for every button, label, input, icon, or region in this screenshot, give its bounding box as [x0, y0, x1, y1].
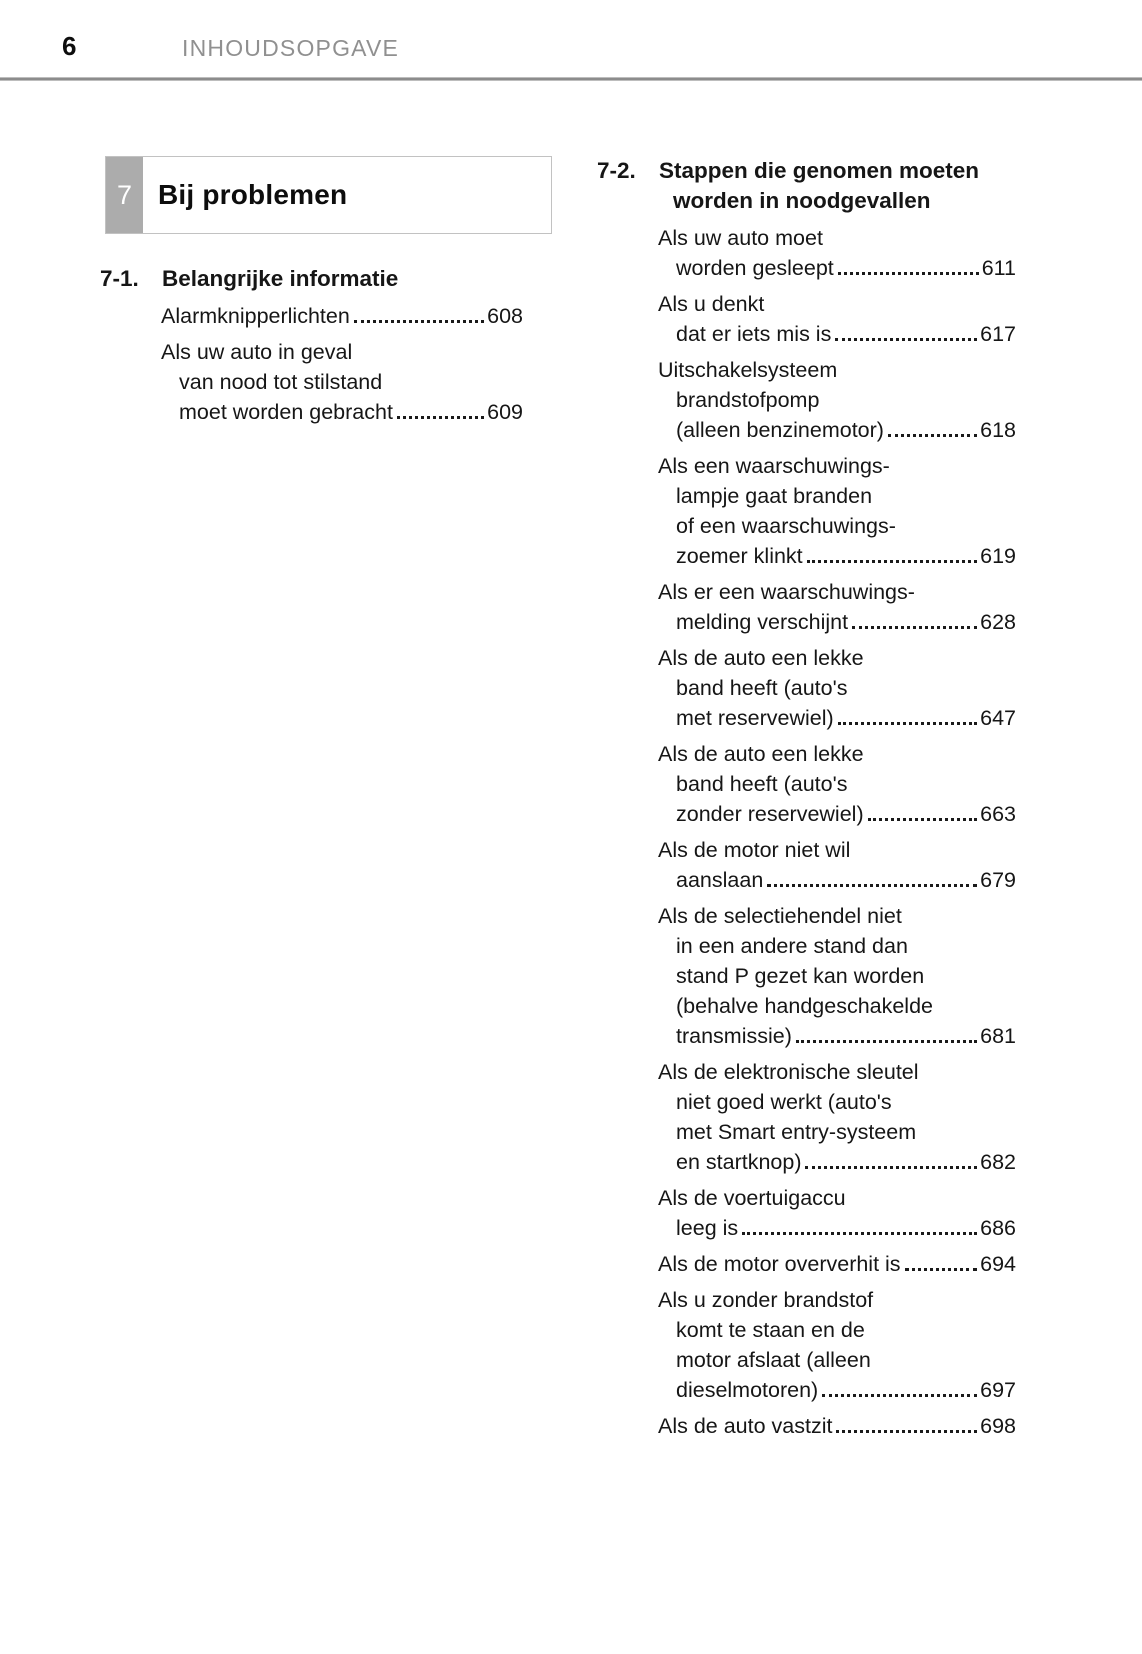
page-ref: 618	[980, 418, 1016, 442]
toc-entry	[658, 1285, 1016, 1405]
entry-text: moet worden gebracht	[179, 400, 393, 424]
dot-leader	[805, 1166, 977, 1169]
toc-entry-line: Als een waarschuwings-	[658, 454, 890, 478]
toc-entry-line	[658, 1375, 1016, 1405]
page-ref: 628	[980, 610, 1016, 634]
page-ref: 647	[980, 706, 1016, 730]
toc-entry-line: Als de selectiehendel niet	[658, 904, 902, 928]
toc-entry-line	[658, 541, 1016, 571]
toc-entry-line: Als de auto een lekke	[658, 742, 864, 766]
toc-entry	[161, 301, 523, 331]
toc-entry-line	[658, 319, 1016, 349]
toc-entry	[658, 355, 1016, 445]
chapter-banner	[105, 156, 552, 234]
entry-text: en startknop)	[676, 1150, 802, 1174]
toc-entry-line: in een andere stand dan	[676, 934, 908, 958]
toc-entry-line: Als de voertuigaccu	[658, 1186, 846, 1210]
entry-text: Alarmknipperlichten	[161, 304, 350, 328]
toc-entry-line	[161, 397, 523, 427]
page-ref: 663	[980, 802, 1016, 826]
toc-entry-line: Als de elektronische sleutel	[658, 1060, 919, 1084]
entry-text: dieselmotoren)	[676, 1378, 819, 1402]
toc-entry-line	[658, 607, 1016, 637]
entry-text: zoemer klinkt	[676, 544, 803, 568]
page-ref: 609	[487, 400, 523, 424]
section-title-line: Belangrijke informatie	[162, 266, 399, 291]
toc-entry-line	[161, 301, 523, 331]
dot-leader	[868, 818, 978, 821]
chapter-number-tab: 7	[106, 157, 143, 233]
page-number: 6	[62, 31, 77, 61]
entry-text: zonder reservewiel)	[676, 802, 864, 826]
section-heading	[597, 156, 1016, 216]
toc-entry-line: niet goed werkt (auto's	[676, 1090, 892, 1114]
toc-entry	[658, 577, 1016, 637]
toc-entry-line: met Smart entry-systeem	[676, 1120, 917, 1144]
page-ref: 698	[980, 1414, 1016, 1438]
dot-leader	[836, 1430, 977, 1433]
toc-entry-line: komt te staan en de	[676, 1318, 865, 1342]
toc-entry-line: brandstofpomp	[676, 388, 820, 412]
toc-column-left	[100, 156, 523, 1447]
dot-leader	[742, 1232, 977, 1235]
toc-entry-line	[658, 1021, 1016, 1051]
dot-leader	[354, 320, 484, 323]
entry-text: transmissie)	[676, 1024, 792, 1048]
page-ref: 679	[980, 868, 1016, 892]
section-number: 7-1.	[100, 266, 139, 291]
entry-text: leeg is	[676, 1216, 739, 1240]
toc-section-71	[100, 264, 523, 427]
toc-entry-line: Uitschakelsysteem	[658, 358, 838, 382]
dot-leader	[835, 338, 977, 341]
page-ref: 619	[980, 544, 1016, 568]
toc-entry-line	[658, 799, 1016, 829]
section-title-line: worden in noodgevallen	[673, 188, 931, 213]
section-title	[659, 156, 1016, 216]
toc-entry	[658, 739, 1016, 829]
page-ref: 611	[981, 256, 1016, 280]
dot-leader	[838, 272, 979, 275]
dot-leader	[822, 1394, 977, 1397]
page-ref: 682	[980, 1150, 1016, 1174]
toc-entry	[658, 1183, 1016, 1243]
page-ref: 697	[980, 1378, 1016, 1402]
section-entries	[100, 301, 523, 427]
toc-entry-line: motor afslaat (alleen	[676, 1348, 871, 1372]
toc-entry	[658, 223, 1016, 283]
toc-entry-line: Als u denkt	[658, 292, 765, 316]
entry-text: Als de motor oververhit is	[658, 1252, 901, 1276]
toc-entry-line: Als uw auto moet	[658, 226, 823, 250]
toc-entry	[658, 451, 1016, 571]
dot-leader	[767, 884, 977, 887]
toc-entry	[658, 1411, 1016, 1441]
entry-text: Als de auto vastzit	[658, 1414, 833, 1438]
page-ref: 694	[980, 1252, 1016, 1276]
toc-entry	[161, 337, 523, 427]
toc-entry	[658, 1057, 1016, 1177]
section-title	[162, 264, 523, 294]
chapter-title: Bij problemen	[158, 179, 348, 210]
dot-leader	[796, 1040, 977, 1043]
toc-entry-line	[658, 1147, 1016, 1177]
section-heading	[100, 264, 523, 294]
toc-entry-line: stand P gezet kan worden	[676, 964, 925, 988]
toc-entry	[658, 835, 1016, 895]
toc-entry	[658, 1249, 1016, 1279]
section-entries	[597, 223, 1016, 1441]
header-divider	[0, 77, 1142, 81]
toc-entry-line: (behalve handgeschakelde	[676, 994, 934, 1018]
toc-entry-line: Als de motor niet wil	[658, 838, 851, 862]
toc-entry	[658, 901, 1016, 1051]
toc-section-72	[597, 156, 1016, 1441]
toc-entry-line	[658, 703, 1016, 733]
toc-entry-line	[658, 1213, 1016, 1243]
toc-columns	[100, 156, 1016, 1447]
toc-entry-line: Als de auto een lekke	[658, 646, 864, 670]
dot-leader	[807, 560, 977, 563]
page-ref: 681	[980, 1024, 1016, 1048]
entry-text: worden gesleept	[676, 256, 834, 280]
toc-entry-line	[658, 253, 1016, 283]
entry-text: melding verschijnt	[676, 610, 849, 634]
toc-entry-line: van nood tot stilstand	[179, 370, 383, 394]
toc-entry-line	[658, 865, 1016, 895]
toc-column-right	[597, 156, 1016, 1447]
dot-leader	[888, 434, 977, 437]
toc-entry	[658, 643, 1016, 733]
dot-leader	[905, 1268, 978, 1271]
toc-entry-line	[658, 1249, 1016, 1279]
entry-text: aanslaan	[676, 868, 764, 892]
page-ref: 686	[980, 1216, 1016, 1240]
toc-entry-line: Als u zonder brandstof	[658, 1288, 874, 1312]
section-number: 7-2.	[597, 158, 636, 183]
page-ref: 617	[980, 322, 1016, 346]
dot-leader	[397, 416, 484, 419]
dot-leader	[838, 722, 977, 725]
toc-entry-line	[658, 1411, 1016, 1441]
toc-entry	[658, 289, 1016, 349]
toc-entry-line: Als er een waarschuwings-	[658, 580, 915, 604]
toc-entry-line	[658, 415, 1016, 445]
toc-entry-line: of een waarschuwings-	[676, 514, 896, 538]
section-title-line: Stappen die genomen moeten	[659, 158, 980, 183]
toc-entry-line: band heeft (auto's	[676, 676, 848, 700]
toc-entry-line: lampje gaat branden	[676, 484, 873, 508]
entry-text: dat er iets mis is	[676, 322, 832, 346]
entry-text: (alleen benzinemotor)	[676, 418, 884, 442]
toc-entry-line: Als uw auto in geval	[161, 340, 353, 364]
toc-entry-line: band heeft (auto's	[676, 772, 848, 796]
dot-leader	[852, 626, 977, 629]
page-ref: 608	[487, 304, 523, 328]
running-header-title: INHOUDSOPGAVE	[182, 35, 400, 61]
entry-text: met reservewiel)	[676, 706, 834, 730]
